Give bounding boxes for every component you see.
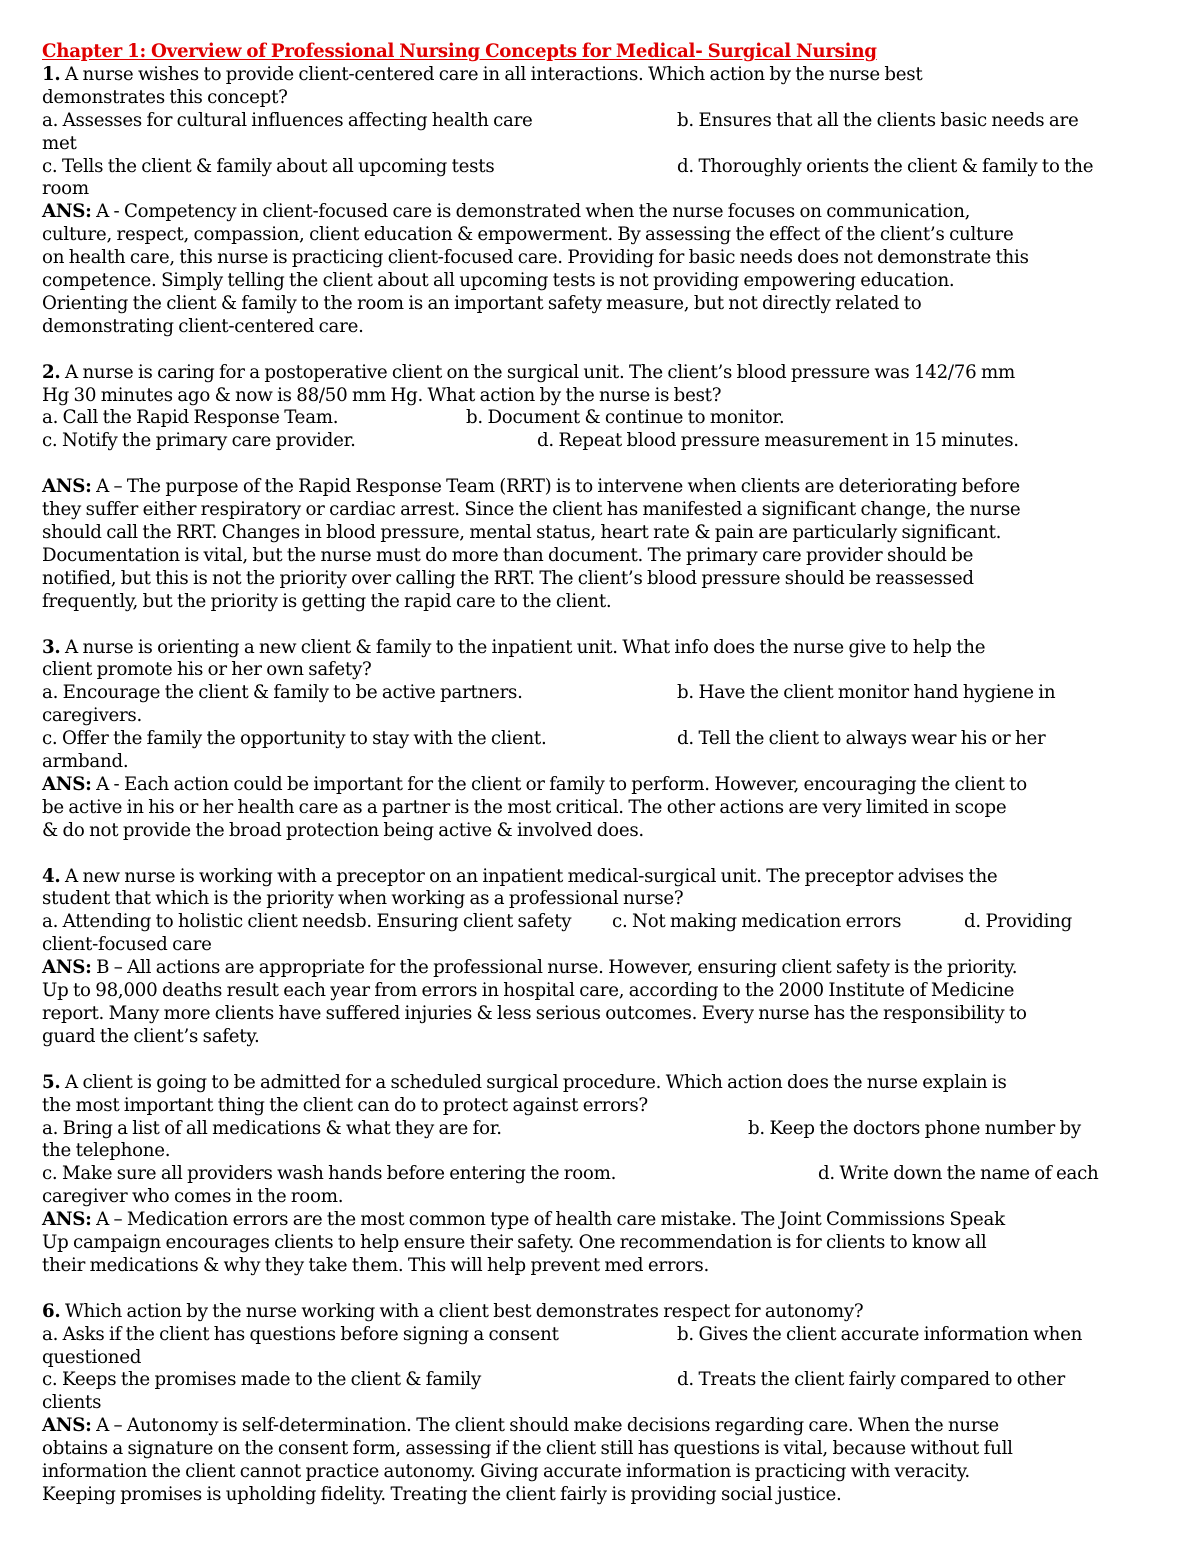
question-6 [42, 1301, 1162, 1507]
answer-text-line: & do not provide the broad protection being active & involved does. [42, 819, 644, 841]
option-d-continued: armband. [42, 751, 129, 773]
answer-text-line: information the client cannot practice autonomy. Giving accurate information is practicing with veracity. [42, 1461, 970, 1483]
question-stem-line: client promote his or her own safety? [42, 659, 372, 681]
question-stem-line: demonstrates this concept? [42, 86, 288, 108]
option-b-continued: met [42, 132, 77, 154]
question-2 [42, 362, 1162, 614]
answer-text-line: notified, but this is not the priority over calling the RRT. The client’s blood pressure should be reassessed [42, 567, 974, 589]
option-b-continued: caregivers. [42, 705, 143, 727]
answer-text-line: they suffer either respiratory or cardiac arrest. Since the client has manifested a significant change, the nurse [42, 499, 1021, 521]
question-3 [42, 637, 1162, 843]
question-4 [42, 866, 1162, 1049]
document-page [42, 41, 1162, 1507]
option-b-continued: the telephone. [42, 1140, 171, 1162]
question-stem-line: Which action by the nurse working with a client best demonstrates respect for autonomy? [65, 1300, 864, 1322]
option-b: b. Have the client monitor hand hygiene in [677, 682, 1056, 704]
question-number: 2. [42, 361, 61, 383]
answer-text-line: competence. Simply telling the client about all upcoming tests is not providing empowering education. [42, 270, 955, 292]
question-1 [42, 64, 1162, 339]
question-number: 6. [42, 1300, 61, 1322]
option-d-continued: clients [42, 1392, 102, 1414]
answer-text-line: on health care, this nurse is practicing client-focused care. Providing for basic needs does not demonstrate this [42, 247, 1029, 269]
answer-text-line: B – All actions are appropriate for the professional nurse. However, ensuring client safety is the priority. [96, 957, 1018, 979]
question-stem-line: student that which is the priority when working as a professional nurse? [42, 888, 684, 910]
option-a: a. Encourage the client & family to be active partners. [42, 682, 523, 704]
answer-label: ANS: [42, 1415, 92, 1437]
question-number: 5. [42, 1071, 61, 1093]
question-stem-line: A client is going to be admitted for a scheduled surgical procedure. Which action does the nurse explain is [65, 1071, 1007, 1093]
option-a: a. Bring a list of all medications & what they are for. [42, 1117, 502, 1139]
answer-text-line: A - Each action could be important for the client or family to perform. However, encouraging the client to [96, 773, 1027, 795]
question-stem-line: Hg 30 minutes ago & now is 88/50 mm Hg. What action by the nurse is best? [42, 384, 722, 406]
option-d: d. Providing [964, 911, 1073, 933]
option-c: c. Offer the family the opportunity to stay with the client. [42, 728, 547, 750]
answer-text-line: A - Competency in client-focused care is demonstrated when the nurse focuses on communication, [96, 201, 971, 223]
answer-label: ANS: [42, 773, 92, 795]
answer-text-line: Up to 98,000 deaths result each year from errors in hospital care, according to the 2000 Institute of Medicine [42, 980, 1015, 1002]
option-b: b. Gives the client accurate information when [677, 1323, 1083, 1345]
answer-label: ANS: [42, 201, 92, 223]
answer-text-line: frequently, but the priority is getting the rapid care to the client. [42, 590, 612, 612]
answer-text-line: obtains a signature on the consent form, assessing if the client still has questions is vital, because without full [42, 1438, 1013, 1460]
answer-text-line: report. Many more clients have suffered injuries & less serious outcomes. Every nurse has the responsibility to [42, 1003, 1027, 1024]
question-stem-line: A nurse is orienting a new client & family to the inpatient unit. What info does the nurse give to help the [65, 636, 986, 658]
option-a: a. Asks if the client has questions before signing a consent [42, 1323, 559, 1345]
answer-label: ANS: [42, 476, 92, 498]
answer-text-line: culture, respect, compassion, client education & empowerment. By assessing the effect of the client’s culture [42, 224, 1014, 246]
answer-text-line: A – Autonomy is self-determination. The client should make decisions regarding care. When the nurse [96, 1415, 999, 1437]
option-b: b. Keep the doctors phone number by [748, 1117, 1081, 1139]
question-number: 3. [42, 636, 61, 658]
option-b-continued: questioned [42, 1346, 142, 1368]
option-d-continued: caregiver who comes in the room. [42, 1186, 344, 1208]
question-stem-line: A nurse is caring for a postoperative client on the surgical unit. The client’s blood pressure was 142/76 mm [65, 361, 1015, 383]
option-d-continued: room [42, 178, 89, 200]
answer-text-line: Orienting the client & family to the room is an important safety measure, but not directly related to [42, 292, 922, 314]
option-d: d. Thoroughly orients the client & family to the [677, 155, 1094, 177]
option-c: c. Tells the client & family about all upcoming tests [42, 155, 495, 177]
option-d: d. Repeat blood pressure measurement in 15 minutes. [537, 430, 1019, 452]
question-number: 1. [42, 63, 61, 85]
option-c: c. Keeps the promises made to the client & family [42, 1369, 481, 1391]
chapter-title: Chapter 1: Overview of Professional Nursing Concepts for Medical- Surgical Nursing [42, 41, 877, 62]
option-c: c. Notify the primary care provider. [42, 430, 356, 452]
answer-label: ANS: [42, 1209, 92, 1231]
option-a: a. Assesses for cultural influences affecting health care [42, 109, 533, 131]
option-c: c. Not making medication errors [612, 911, 902, 933]
option-d-continued: client-focused care [42, 934, 212, 956]
question-stem-line: A nurse wishes to provide client-centered care in all interactions. Which action by the nurse best [65, 63, 923, 85]
option-d: d. Write down the name of each [818, 1163, 1099, 1185]
answer-label: ANS: [42, 957, 92, 979]
option-d: d. Tell the client to always wear his or her [677, 728, 1046, 750]
option-a: a. Call the Rapid Response Team. [42, 407, 339, 429]
answer-text-line: Keeping promises is upholding fidelity. Treating the client fairly is providing social justice. [42, 1484, 842, 1505]
option-a: a. Attending to holistic client needs [42, 911, 356, 933]
option-b: b. Ensures that all the clients basic needs are [677, 109, 1079, 131]
question-number: 4. [42, 865, 61, 887]
answer-text-line: demonstrating client-centered care. [42, 315, 364, 337]
answer-text-line: their medications & why they take them. This will help prevent med errors. [42, 1254, 710, 1276]
answer-text-line: A – The purpose of the Rapid Response Team (RRT) is to intervene when clients are deteriorating before [96, 476, 1020, 498]
answer-text-line: be active in his or her health care as a partner is the most critical. The other actions are very limited in scope [42, 796, 1007, 818]
answer-text-line: should call the RRT. Changes in blood pressure, mental status, heart rate & pain are particularly significant. [42, 522, 1002, 543]
answer-text-line: A – Medication errors are the most common type of health care mistake. The Joint Commissions Speak [96, 1209, 1005, 1231]
question-stem-line: A new nurse is working with a preceptor on an inpatient medical-surgical unit. The preceptor advises the [65, 865, 998, 887]
option-c: c. Make sure all providers wash hands before entering the room. [42, 1163, 617, 1185]
answer-text-line: Up campaign encourages clients to help ensure their safety. One recommendation is for clients to know all [42, 1232, 987, 1254]
option-b: b. Document & continue to monitor. [466, 407, 785, 429]
answer-text-line: Documentation is vital, but the nurse must do more than document. The primary care provider should be [42, 544, 974, 566]
answer-text-line: guard the client’s safety. [42, 1025, 260, 1047]
question-stem-line: the most important thing the client can do to protect against errors? [42, 1094, 648, 1116]
option-b: b. Ensuring client safety [355, 911, 572, 933]
option-d: d. Treats the client fairly compared to other [677, 1369, 1065, 1391]
question-5 [42, 1072, 1162, 1278]
